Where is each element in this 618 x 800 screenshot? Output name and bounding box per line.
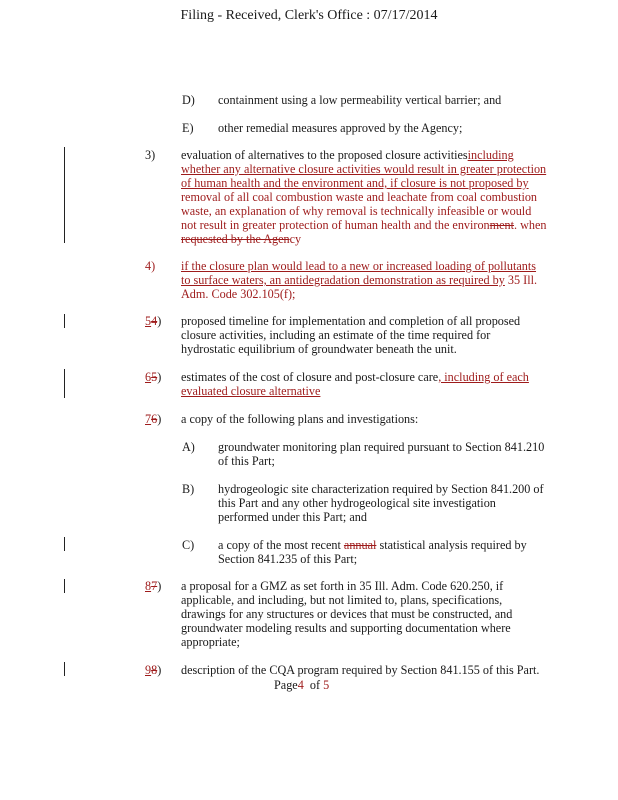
item-c-line-2: Section 841.235 of this Part; [218,552,358,566]
item-a-line-1: groundwater monitoring plan required pursuant to Section 841.210 [218,440,545,454]
inserted-text: , including of each [438,370,529,384]
item-3-text-6a: not result in greater protection of human health and the environ [181,218,490,232]
item-a-line-2: of this Part; [218,454,275,468]
number-suffix: ) [157,412,162,426]
item-c-line-1 [218,538,527,552]
item-3-line-2: whether any alternative closure activities would result in greater protection [181,162,547,176]
item-c-text-1c: statistical analysis required by [376,538,527,552]
item-6-number [145,370,161,384]
old-number: 5 [151,370,158,384]
change-bar [64,662,65,676]
item-7-text: a copy of the following plans and investigations: [181,412,419,426]
filing-header: Filing - Received, Clerk's Office : 07/17/2014 [180,8,438,23]
item-e-label: E) [182,121,194,135]
item-3-line-5: waste, an explanation of why removal is technically infeasible or would [181,204,532,218]
change-bar [64,369,65,398]
item-e-text: other remedial measures approved by the Agency; [218,121,463,135]
page-number: 4 [297,678,304,692]
inserted-text: including [467,148,514,162]
item-5-number [145,314,161,328]
new-number: 6 [145,370,152,384]
item-3-number: 3) [145,148,156,162]
deleted-text: annual [343,538,377,552]
item-4-line-2 [181,273,537,287]
item-b-line-3: performed under this Part; and [218,510,367,524]
item-3-text-6c: . when [514,218,547,232]
change-bar [64,147,65,243]
new-number: 7 [145,412,152,426]
page-label: Page [274,678,298,692]
item-8-line-4: groundwater modeling results and supporting documentation where [181,621,511,635]
item-3-line-7 [181,232,301,246]
item-d-text: containment using a low permeability vertical barrier; and [218,93,502,107]
item-4-text-2b: 35 Ill. [504,273,538,287]
change-bar [64,537,65,551]
item-b-label: B) [182,482,195,496]
item-b-line-2: this Part and any other hydrogeological site investigation [218,496,496,510]
new-number: 5 [145,314,152,328]
inserted-text: to surface waters, an antidegradation demonstration as required by [181,273,505,287]
item-9-number [145,663,161,677]
item-3-line-3: of human health and the environment and, if closure is not proposed by [181,176,529,190]
number-suffix: ) [157,314,162,328]
item-4-line-3: Adm. Code 302.105(f); [181,287,296,301]
item-b-line-1: hydrogeologic site characterization required by Section 841.200 of [218,482,544,496]
item-3-line-4: removal of all coal combustion waste and leachate from coal combustion [181,190,538,204]
item-6-line-2 [181,384,320,398]
item-a-label: A) [182,440,195,454]
number-suffix: ) [157,370,162,384]
old-number: 4 [151,314,158,328]
of-label: of [309,678,321,692]
new-number: 9 [145,663,152,677]
item-5-line-1: proposed timeline for implementation and completion of all proposed [181,314,521,328]
page-footer [274,678,329,693]
item-6-line-1 [181,370,529,384]
item-5-line-3: hydrostatic equilibrium of groundwater beneath the unit. [181,342,457,356]
old-number: 7 [151,579,158,593]
item-8-line-1: a proposal for a GMZ as set forth in 35 Ill. Adm. Code 620.250, if [181,579,504,593]
item-3-text-7b: cy [289,232,302,246]
item-4-line-1: if the closure plan would lead to a new or increased loading of pollutants [181,259,537,273]
deleted-text: ment [489,218,515,232]
old-number: 6 [151,412,158,426]
item-8-number [145,579,161,593]
item-8-line-3: drawings for any structures or devices that must be constructed, and [181,607,513,621]
item-6-text-1a: estimates of the cost of closure and post-closure care [181,370,439,384]
item-8-line-2: applicable, and including, but not limited to, plans, specifications, [181,593,503,607]
old-number: 8 [151,663,158,677]
number-suffix: ) [157,579,162,593]
item-9-text: description of the CQA program required by Section 841.155 of this Part. [181,663,540,677]
item-c-text-1a: a copy of the most recent [218,538,344,552]
item-4-number: 4) [145,259,156,273]
item-7-number [145,412,161,426]
page-total: 5 [323,678,330,692]
item-c-label: C) [182,538,195,552]
number-suffix: ) [157,663,162,677]
item-3-line-1 [181,148,514,162]
inserted-text: evaluated closure alternative [181,384,321,398]
item-3-text-1a: evaluation of alternatives to the proposed closure activities [181,148,468,162]
change-bar [64,579,65,593]
item-d-label: D) [182,93,195,107]
deleted-text: requested by the Agen [181,232,290,246]
item-8-line-5: appropriate; [181,635,240,649]
new-number: 8 [145,579,152,593]
item-3-line-6 [181,218,547,232]
change-bar [64,314,65,328]
item-5-line-2: closure activities, including an estimate of the time required for [181,328,491,342]
